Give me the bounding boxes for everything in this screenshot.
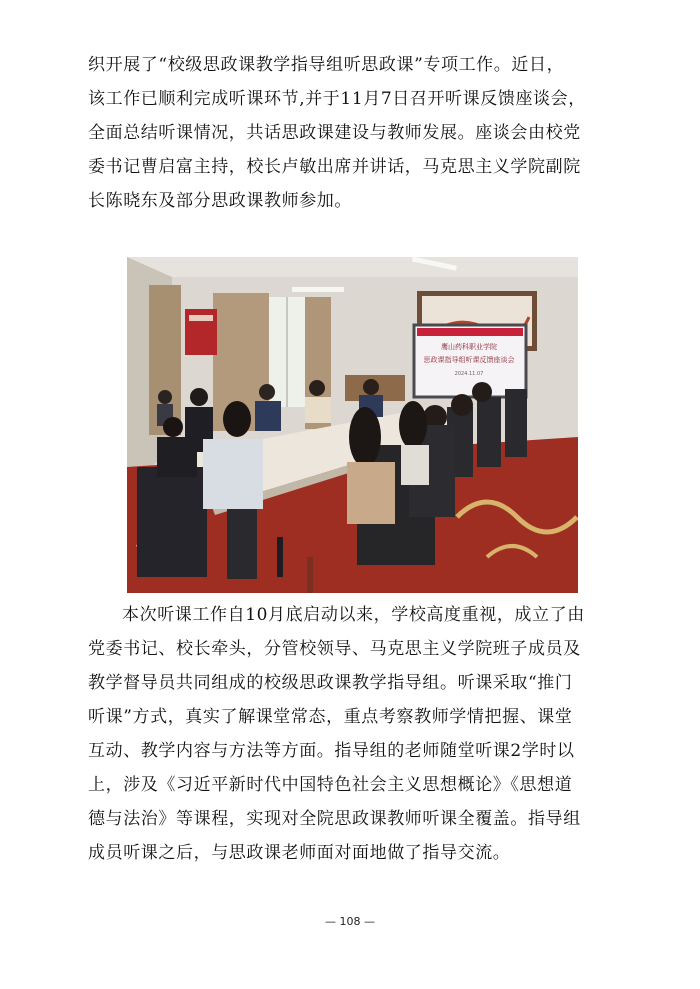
paragraph-2 [88, 598, 614, 870]
screen-title: 鹰山药科职业学院 [441, 343, 497, 351]
text-line: 委书记曹启富主持，校长卢敏出席并讲话，马克思主义学院副院 [88, 157, 581, 177]
text-line: 德与法治》等课程，实现对全院思政课教师听课全覆盖。指导组 [88, 809, 581, 829]
paragraph-1 [88, 48, 614, 218]
screen-date: 2024.11.07 [454, 371, 484, 377]
text-line: 织开展了“校级思政课教学指导组听思政课”专项工作。近日， [88, 55, 565, 75]
meeting-photo [127, 257, 578, 593]
text-line: 上，涉及《习近平新时代中国特色社会主义思想概论》《思想道 [88, 775, 573, 795]
text-line: 全面总结听课情况，共话思政课建设与教师发展。座谈会由校党 [88, 123, 581, 143]
screen-subtitle: 思政课指导组听课反馈座谈会 [423, 356, 515, 364]
text-line: 该工作已顺利完成听课环节,并于11月7日召开听课反馈座谈会， [88, 89, 586, 109]
text-line: 本次听课工作自10月底启动以来，学校高度重视，成立了由 [122, 605, 585, 625]
text-line: 互动、教学内容与方法等方面。指导组的老师随堂听课2学时以 [88, 741, 575, 761]
text-line: 成员听课之后，与思政课老师面对面地做了指导交流。 [88, 843, 511, 863]
text-line: 教学督导员共同组成的校级思政课教学指导组。听课采取“推门 [88, 673, 573, 693]
text-line: 党委书记、校长牵头，分管校领导、马克思主义学院班子成员及 [88, 639, 581, 659]
text-line: 长陈晓东及部分思政课教师参加。 [88, 191, 352, 211]
page-number: — 108 — [325, 915, 375, 928]
text-line: 听课”方式，真实了解课堂常态，重点考察教师学情把握、课堂 [88, 707, 573, 727]
